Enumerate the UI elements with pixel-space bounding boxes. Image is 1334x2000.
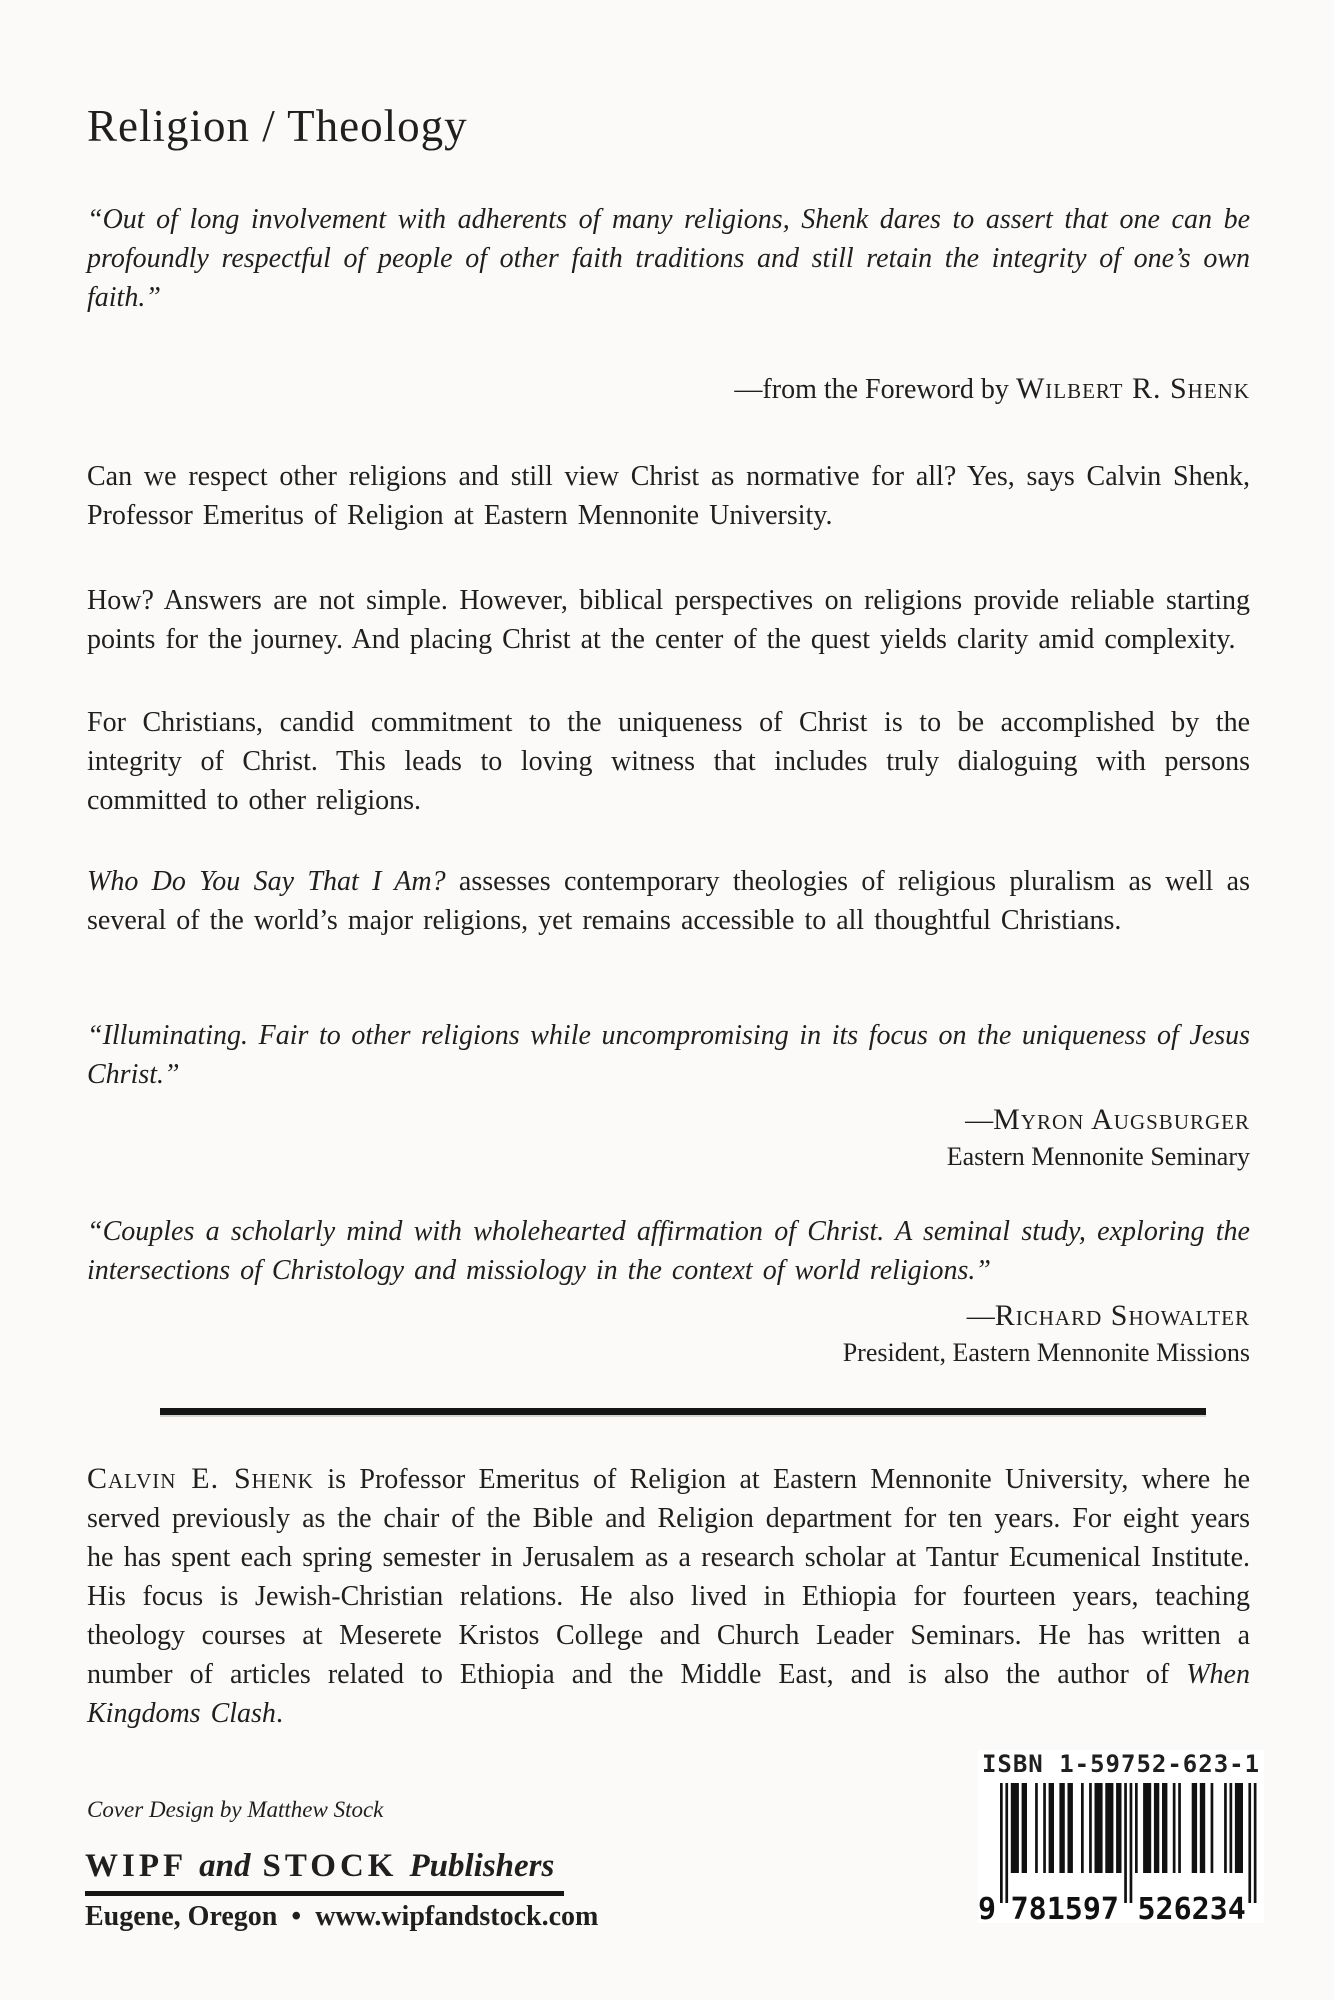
endorsement-quote-2: “Couples a scholarly mind with wholehearted affirmation of Christ. A seminal study, exploring the intersections of Christology and missiology in the context of world religions.”	[87, 1216, 1250, 1287]
foreword-attribution	[87, 369, 1250, 409]
publisher-word-stock: STOCK	[262, 1848, 398, 1884]
author-bio-text: is Professor Emeritus of Religion at Eastern Mennonite University, where he served previously as the chair of the Bible and Religion department for ten years. For eight years he has spent each spring semester in Jerusalem as a research scholar at Tantur Ecumenical Institute. His focus is Jewish-Christian relations. He also lived in Ethiopia for fourteen years, teaching theology courses at Meserete Kristos College and Church Leader Seminars. He has written a number of articles related to Ethiopia and the Middle East, and is also the author of	[87, 1464, 1250, 1691]
foreword-quote: “Out of long involvement with adherents of many religions, Shenk dares to assert that one can be profoundly respectful of people of other faith traditions and still retain the integrity of one’s own faith.”	[87, 204, 1250, 314]
endorsement-attribution-2	[87, 1296, 1250, 1336]
svg-text:9: 9	[978, 1892, 996, 1923]
endorsement-name-1: Myron Augsburger	[993, 1103, 1250, 1137]
publisher-word-and: and	[199, 1848, 251, 1884]
endorsement-dash-1: —	[965, 1105, 994, 1137]
endorsement-affiliation-2: President, Eastern Mennonite Missions	[842, 1338, 1250, 1368]
isbn-label: ISBN 1-59752-623-1	[981, 1750, 1261, 1778]
endorsement-name-2: Richard Showalter	[994, 1299, 1250, 1333]
isbn-barcode-block	[978, 1750, 1264, 1923]
author-bio-suffix: .	[275, 1698, 283, 1730]
cover-text-column	[87, 0, 1250, 1733]
foreword-attribution-name: Wilbert R. Shenk	[1015, 372, 1250, 406]
endorsement-attribution-1	[87, 1100, 1250, 1140]
endorsement-affiliation-1: Eastern Mennonite Seminary	[946, 1142, 1250, 1172]
body-paragraph-1: Can we respect other religions and still view Christ as normative for all? Yes, says Calvin Shenk, Professor Emeritus of Religion at Eastern Mennonite University.	[87, 461, 1250, 532]
body-paragraph-2: How? Answers are not simple. However, biblical perspectives on religions provide reliable starting points for the journey. And placing Christ at the center of the quest yields clarity amid complexity.	[87, 585, 1250, 656]
publisher-block	[85, 1848, 598, 1933]
cover-design-credit: Cover Design by Matthew Stock	[87, 1797, 384, 1822]
svg-text:526234: 526234	[1137, 1892, 1246, 1923]
publisher-word-publishers: Publishers	[409, 1848, 555, 1884]
book-title: Who Do You Say That I Am?	[87, 866, 446, 898]
author-name: Calvin E. Shenk	[87, 1462, 314, 1496]
publisher-url: www.wipfandstock.com	[315, 1901, 599, 1932]
endorsement-dash-2: —	[966, 1301, 995, 1333]
publisher-city: Eugene, Oregon	[85, 1901, 278, 1932]
author-previous-book-title: When Kingdoms Clash	[87, 1659, 1250, 1730]
author-bio-paragraph	[87, 1459, 1250, 1733]
category-heading: Religion / Theology	[87, 101, 468, 151]
body-paragraph-4-rest: assesses contemporary theologies of religious pluralism as well as several of the world’s major religions, yet remains accessible to all thoughtful Christians.	[87, 866, 1251, 937]
section-divider-rule	[160, 1408, 1206, 1415]
publisher-word-wipf: WIPF	[85, 1848, 188, 1884]
body-paragraph-3: For Christians, candid commitment to the uniqueness of Christ is to be accomplished by the integrity of Christ. This leads to loving witness that includes truly dialoguing with persons committed to other religions.	[87, 707, 1250, 817]
ean13-barcode	[978, 1783, 1264, 1923]
foreword-attribution-prefix: —from the Foreword by	[734, 374, 1016, 406]
publisher-name	[85, 1848, 564, 1896]
bullet-separator: •	[291, 1901, 302, 1932]
endorsement-quote-1: “Illuminating. Fair to other religions while uncompromising in its focus on the uniqueness of Jesus Christ.”	[87, 1020, 1250, 1091]
body-paragraph-4	[87, 862, 1250, 940]
publisher-location-line	[85, 1901, 598, 1933]
svg-text:781597: 781597	[1010, 1892, 1119, 1923]
